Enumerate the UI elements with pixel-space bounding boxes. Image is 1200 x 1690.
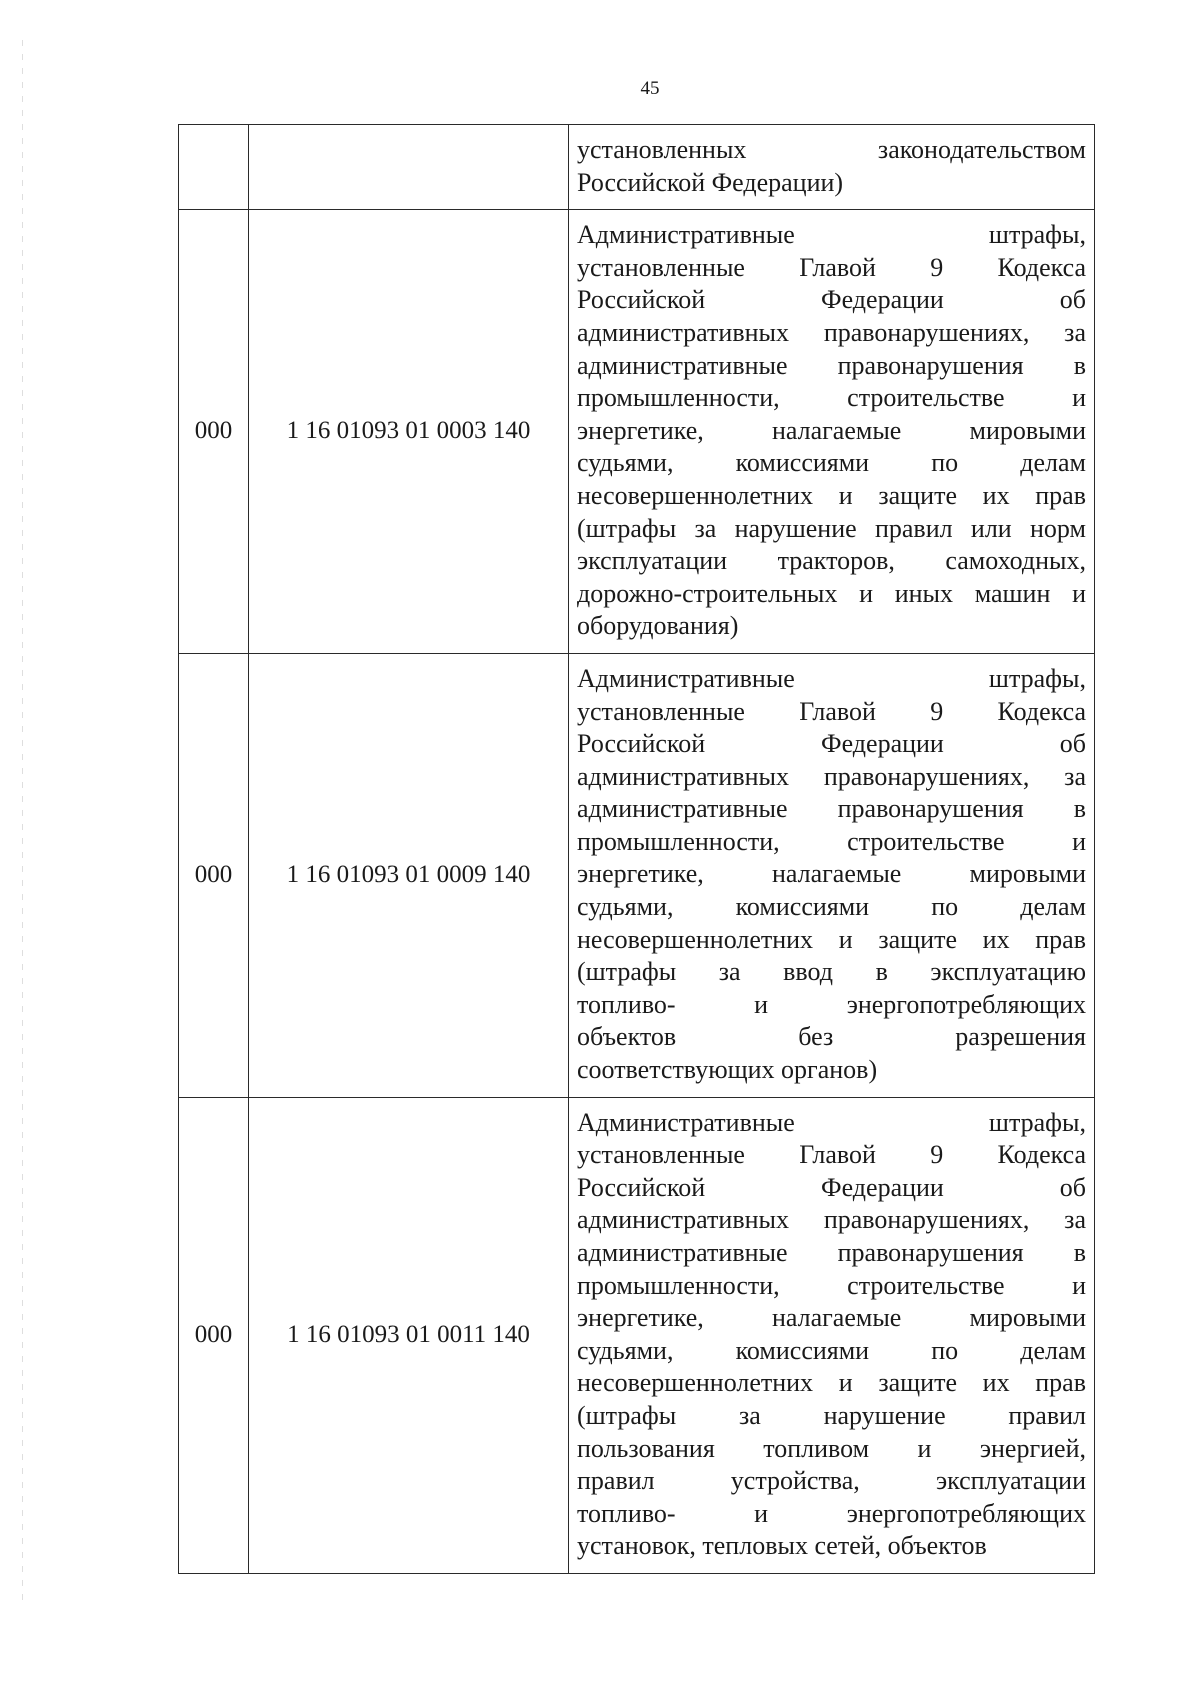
description-line: установленных законодательством xyxy=(577,135,1086,164)
table-row xyxy=(179,653,1095,1097)
description-line: промышленности, строительстве и xyxy=(577,383,1086,413)
description-line: установленные Главой 9 Кодекса xyxy=(577,696,1086,726)
table-row xyxy=(179,210,1095,654)
description-line: соответствующих органов) xyxy=(577,1055,878,1085)
description-line: Российской Федерации) xyxy=(577,167,844,197)
description-cell xyxy=(569,125,1095,210)
description-line: энергетике, налагаемые мировыми xyxy=(577,1303,1086,1333)
description-line: административные правонарушения в xyxy=(577,794,1086,824)
description-line: промышленности, строительстве и xyxy=(577,826,1086,856)
classification-code-cell xyxy=(249,125,569,210)
description-line: дорожно-строительных и иных машин и xyxy=(577,578,1086,608)
description-line: эксплуатации тракторов, самоходных, xyxy=(577,546,1086,576)
description-line: установок, тепловых сетей, объектов xyxy=(577,1531,987,1561)
description-line: несовершеннолетних и защите их прав xyxy=(577,1368,1086,1398)
table-body xyxy=(179,125,1095,1574)
description-cell xyxy=(569,210,1095,654)
description-line: несовершеннолетних и защите их прав xyxy=(577,924,1086,954)
description-line: Российской Федерации об xyxy=(577,1172,1086,1202)
description-line: Административные штрафы, xyxy=(577,663,1086,693)
description-line: энергетике, налагаемые мировыми xyxy=(577,859,1086,889)
description-line: Российской Федерации об xyxy=(577,729,1086,759)
description-line: правил устройства, эксплуатации xyxy=(577,1466,1086,1496)
description-line: административные правонарушения в xyxy=(577,1238,1086,1267)
description-line: (штрафы за нарушение правил xyxy=(577,1400,1086,1430)
classification-code-cell: 1 16 01093 01 0009 140 xyxy=(249,653,569,1097)
classification-code-cell: 1 16 01093 01 0011 140 xyxy=(249,1097,569,1573)
admin-code-cell xyxy=(179,125,249,210)
description-line: несовершеннолетних и защите их прав xyxy=(577,480,1086,510)
description-line: судьями, комиссиями по делам xyxy=(577,892,1086,922)
description-line: энергетике, налагаемые мировыми xyxy=(577,415,1086,445)
description-line: административные правонарушения в xyxy=(577,350,1086,380)
description-line: установленные Главой 9 Кодекса xyxy=(577,1140,1086,1170)
description-line: топливо- и энергопотребляющих xyxy=(577,1498,1086,1528)
admin-code-cell: 000 xyxy=(179,1097,249,1573)
description-line: Административные штрафы, xyxy=(577,1107,1086,1137)
description-line: Административные штрафы, xyxy=(577,220,1086,250)
description-line: (штрафы за нарушение правил или норм xyxy=(577,513,1086,543)
description-line: административных правонарушениях, за xyxy=(577,1205,1086,1235)
description-line: промышленности, строительстве и xyxy=(577,1270,1086,1300)
description-cell xyxy=(569,1097,1095,1573)
description-cell xyxy=(569,653,1095,1097)
description-line: топливо- и энергопотребляющих xyxy=(577,989,1086,1019)
page-number: 45 xyxy=(640,78,660,99)
admin-code-cell: 000 xyxy=(179,653,249,1097)
budget-classification-table xyxy=(178,124,1095,1574)
scan-edge-artifact xyxy=(22,40,23,1600)
description-line: объектов без разрешения xyxy=(577,1022,1086,1052)
table-row xyxy=(179,125,1095,210)
description-line: административных правонарушениях, за xyxy=(577,317,1086,347)
description-line: судьями, комиссиями по делам xyxy=(577,448,1086,478)
description-line: установленные Главой 9 Кодекса xyxy=(577,252,1086,282)
admin-code-cell: 000 xyxy=(179,210,249,654)
description-line: пользования топливом и энергией, xyxy=(577,1433,1086,1463)
description-line: административных правонарушениях, за xyxy=(577,761,1086,791)
description-line: судьями, комиссиями по делам xyxy=(577,1335,1086,1365)
table-row xyxy=(179,1097,1095,1573)
description-line: оборудования) xyxy=(577,611,739,641)
classification-code-cell: 1 16 01093 01 0003 140 xyxy=(249,210,569,654)
description-line: (штрафы за ввод в эксплуатацию xyxy=(577,957,1086,987)
description-line: Российской Федерации об xyxy=(577,285,1086,315)
